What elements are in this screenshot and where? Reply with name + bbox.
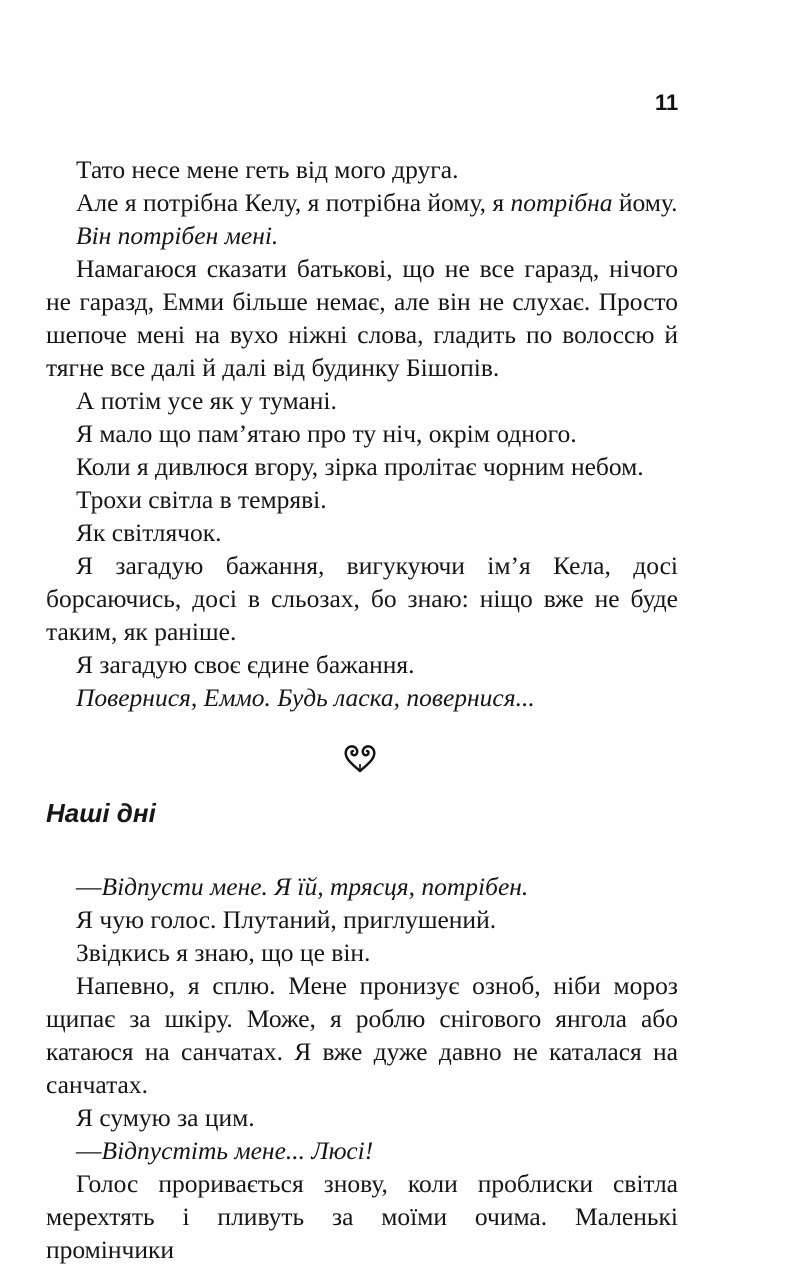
paragraph [46,186,678,219]
text-run: — [76,872,102,901]
section-heading: Наші дні [46,798,156,828]
text-run: Трохи світла в темряві. [76,485,327,514]
text-run: йому. [612,188,678,217]
paragraph [46,417,678,450]
text-run: Напевно, я сплю. Мене пронизує озноб, ніби мороз щипає за шкіру. Може, я роблю снігового янгола або катаюся на санчатах. Я вже дуже давно не каталася на санчатах. [46,971,678,1099]
text-run: Я загадую своє єдине бажання. [76,650,415,679]
paragraph [46,153,678,186]
paragraph [46,516,678,549]
text-run: Намагаюся сказати батькові, що не все гаразд, нічого не гаразд, Емми більше немає, але він не слухає. Просто шепоче мені на вухо ніжні слова, гладить по волоссю й тягне все далі й далі від будинку Бішопів. [46,254,678,382]
text-run: Я мало що пам’ятаю про ту ніч, окрім одного. [76,419,577,448]
italic-text-run: потрібна [510,188,613,217]
paragraph [46,450,678,483]
paragraph [46,1167,678,1266]
text-run: Я загадую бажання, вигукуючи ім’я Кела, досі борсаючись, досі в сльозах, бо знаю: ніщо вже не буде таким, як раніше. [46,551,678,646]
text-block-bottom [46,870,678,1266]
italic-text-run: Відпусти мене. Я їй, трясця, потрібен. [101,872,529,901]
text-run: Я чую голос. Плутаний, приглушений. [76,905,497,934]
text-run: Але я потрібна Келу, я потрібна йому, я [76,188,511,217]
text-run: — [76,1136,102,1165]
text-run: Тато несе мене геть від мого друга. [76,155,459,184]
paragraph [46,1134,678,1167]
paragraph [46,681,678,714]
text-block-top [46,153,678,714]
paragraph [46,1101,678,1134]
paragraph [46,252,678,384]
text-run: Я сумую за цим. [76,1103,255,1132]
text-run: Звідкись я знаю, що це він. [76,938,371,967]
paragraph [46,870,678,903]
italic-text-run: Відпустіть мене... Люсі! [101,1136,374,1165]
paragraph [46,549,678,648]
paragraph [46,648,678,681]
paragraph [46,903,678,936]
italic-text-run: Повернися, Еммо. Будь ласка, повернися... [76,683,535,712]
paragraph [46,969,678,1101]
text-run: Як світлячок. [76,518,222,547]
paragraph [46,483,678,516]
text-run: Голос проривається знову, коли проблиски світла мерехтять і пливуть за моїми очима. Маленькі промінчики [46,1169,678,1264]
paragraph [46,219,678,252]
paragraph [46,936,678,969]
page-number: 11 [655,90,679,115]
paragraph [46,384,678,417]
italic-text-run: Він потрібен мені. [76,221,279,250]
heart-swirl-ornament-icon [340,742,380,774]
text-run: А потім усе як у тумані. [76,386,337,415]
text-run: Коли я дивлюся вгору, зірка пролітає чорним небом. [76,452,644,481]
